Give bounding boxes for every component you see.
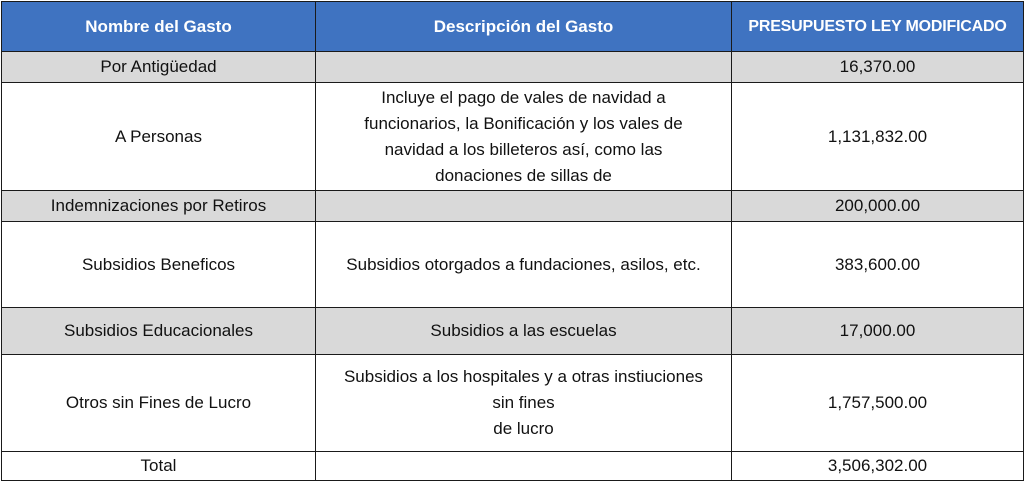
row-name-cell: Subsidios Educacionales bbox=[2, 308, 316, 355]
row-name-cell: Otros sin Fines de Lucro bbox=[2, 355, 316, 452]
row-amount-cell: 1,757,500.00 bbox=[732, 355, 1024, 452]
row-name-cell: Por Antigüedad bbox=[2, 52, 316, 83]
table-row bbox=[2, 222, 1024, 308]
table-row bbox=[2, 355, 1024, 452]
table-row bbox=[2, 83, 1024, 191]
description-line: Subsidios otorgados a fundaciones, asilos, etc. bbox=[346, 254, 701, 274]
row-name-cell: A Personas bbox=[2, 83, 316, 191]
description-line: Subsidios a las escuelas bbox=[430, 321, 617, 340]
row-description-cell bbox=[316, 191, 732, 222]
row-name-cell: Indemnizaciones por Retiros bbox=[2, 191, 316, 222]
description-line: sin fines bbox=[492, 393, 555, 412]
budget-table bbox=[1, 1, 1024, 481]
header-row bbox=[2, 2, 1024, 52]
table-row bbox=[2, 308, 1024, 355]
row-amount-cell: 200,000.00 bbox=[732, 191, 1024, 222]
row-description-cell bbox=[316, 308, 732, 355]
row-amount-cell: 16,370.00 bbox=[732, 52, 1024, 83]
total-amount-cell: 3,506,302.00 bbox=[732, 452, 1024, 481]
table-row bbox=[2, 52, 1024, 83]
description-line: Incluye el pago de vales de navidad a bbox=[381, 87, 666, 107]
header-descripcion-del-gasto: Descripción del Gasto bbox=[316, 2, 732, 52]
row-description-cell bbox=[316, 355, 732, 452]
row-description-cell bbox=[316, 52, 732, 83]
total-label-cell: Total bbox=[2, 452, 316, 481]
description-line: navidad a los billeteros así, como las bbox=[384, 139, 663, 159]
description-line: de lucro bbox=[493, 419, 554, 438]
row-description-cell bbox=[316, 452, 732, 481]
header-nombre-del-gasto: Nombre del Gasto bbox=[2, 2, 316, 52]
row-description-cell bbox=[316, 83, 732, 191]
description-line: Subsidios a los hospitales y a otras instiuciones bbox=[343, 367, 704, 386]
total-row bbox=[2, 452, 1024, 481]
header-presupuesto-ley-modificado: PRESUPUESTO LEY MODIFICADO bbox=[732, 2, 1024, 52]
row-amount-cell: 17,000.00 bbox=[732, 308, 1024, 355]
row-description-cell bbox=[316, 222, 732, 308]
row-name-cell: Subsidios Beneficos bbox=[2, 222, 316, 308]
description-line: funcionarios, la Bonificación y los vales de bbox=[364, 113, 683, 133]
row-amount-cell: 1,131,832.00 bbox=[732, 83, 1024, 191]
table-row bbox=[2, 191, 1024, 222]
row-amount-cell: 383,600.00 bbox=[732, 222, 1024, 308]
description-line: donaciones de sillas de bbox=[435, 165, 612, 185]
